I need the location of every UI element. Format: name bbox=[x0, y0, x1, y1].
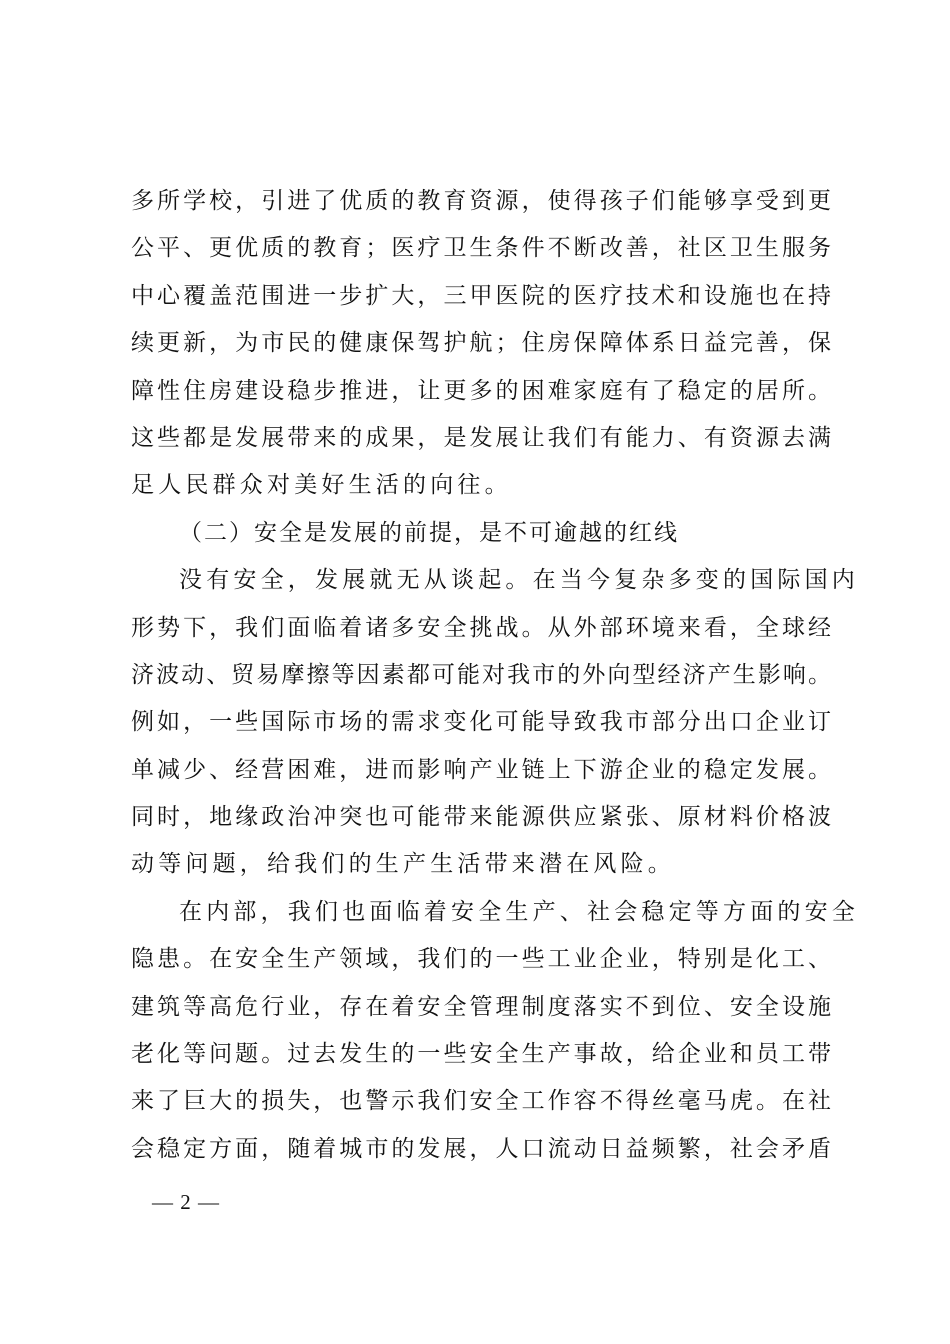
text-line: 形势下，我们面临着诸多安全挑战。从外部环境来看，全球经 bbox=[131, 614, 831, 641]
page-number: — 2 — bbox=[152, 1190, 220, 1214]
text-line: 足人民群众对美好生活的向往。 bbox=[131, 472, 512, 499]
body-text bbox=[131, 178, 859, 1173]
text-line: 动等问题，给我们的生产生活带来潜在风险。 bbox=[131, 851, 675, 878]
text-line: 在内部，我们也面临着安全生产、社会稳定等方面的安全 bbox=[179, 898, 859, 925]
text-line: 济波动、贸易摩擦等因素都可能对我市的外向型经济产生影响。 bbox=[131, 661, 831, 688]
text-line: 隐患。在安全生产领域，我们的一些工业企业，特别是化工、 bbox=[131, 946, 831, 973]
text-line: 没有安全，发展就无从谈起。在当今复杂多变的国际国内 bbox=[179, 567, 859, 594]
text-line: 老化等问题。过去发生的一些安全生产事故，给企业和员工带 bbox=[131, 1041, 831, 1068]
text-line: 来了巨大的损失，也警示我们安全工作容不得丝毫马虎。在社 bbox=[131, 1088, 831, 1115]
text-line: 公平、更优质的教育；医疗卫生条件不断改善，社区卫生服务 bbox=[131, 235, 831, 262]
text-line: 建筑等高危行业，存在着安全管理制度落实不到位、安全设施 bbox=[131, 993, 831, 1020]
text-line: 多所学校，引进了优质的教育资源，使得孩子们能够享受到更 bbox=[131, 188, 831, 214]
text-line: 障性住房建设稳步推进，让更多的困难家庭有了稳定的居所。 bbox=[131, 377, 831, 404]
text-line: 会稳定方面，随着城市的发展，人口流动日益频繁，社会矛盾 bbox=[131, 1135, 831, 1162]
text-line: 续更新，为市民的健康保驾护航；住房保障体系日益完善，保 bbox=[131, 330, 831, 357]
text-line: 中心覆盖范围进一步扩大，三甲医院的医疗技术和设施也在持 bbox=[131, 282, 831, 309]
text-line: 单减少、经营困难，进而影响产业链上下游企业的稳定发展。 bbox=[131, 756, 831, 783]
text-line: 同时，地缘政治冲突也可能带来能源供应紧张、原材料价格波 bbox=[131, 804, 831, 831]
text-line: 例如，一些国际市场的需求变化可能导致我市部分出口企业订 bbox=[131, 709, 831, 736]
text-line: 这些都是发展带来的成果，是发展让我们有能力、有资源去满 bbox=[131, 424, 831, 451]
section-heading: （二）安全是发展的前提，是不可逾越的红线 bbox=[179, 519, 679, 546]
